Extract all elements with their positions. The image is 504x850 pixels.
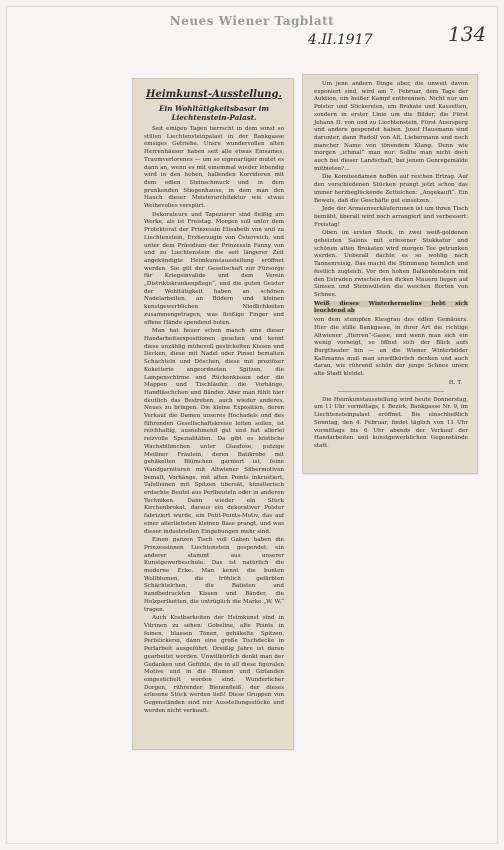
article-paragraph: Die Komiteedamen hoffen auf reichen Ertrag. Auf den verschiedenen Stücken prangt jetzt schon das immer herzbeglückende Zettelchen: „Angekauft“. Ein Beweis, daß die Geschäfte gut einsetzen. <box>314 174 468 204</box>
article-paragraph: Einen ganzen Tisch voll Gaben haben die Prinzessinnen Liechtenstein gespendet, ein anderer stammt aus unserer Kunstgewerbeschule. Das ist natürlich die moderne Ecke. Man kennt die bunten Wollblumen, die fröhlich gefärbten Schächtelchen, die Batisten und handbedruckten Kissen und Bänder, die Holzperlketten, die untrüglich die Marke „W. W.“ tragen. <box>144 537 284 613</box>
highlighted-line <box>314 301 468 316</box>
article-paragraph: Um jene andern Dinge aber, die unweit davon exponiert sind, wird am 7. Februar, dem Tage der Auktion, ein heißer Kampf entbrennen. Nicht nur um Polster und Stickereien, um Brokate und Kassetten, sondern in erster Linie um die Bilder, die Fürst Johann II. von und zu Liechtenstein, Fürst Auersperg und andere gespendet haben. Josef Hausmann sind darunter, dann Rudolf von Alt, Liebermann und noch mancher Name von tönendem Klang. Denn wie morgen „ichmal“ man nur: Sollte man nicht doch auch bei dieser Landschaft, bei jenem Genregemälde mitbieten?… <box>314 81 468 172</box>
article-paragraph: Jede der Armeenverkäuferinnen ist um ihren Tisch bemüht, überall wird noch arrangiert und verbessert: Freistag! <box>314 206 468 228</box>
article-paragraph: Dekorateure und Tapezierer sind fleißig am Werke, als ist Freistag. Morgen soll unter dem Protektorat der Prinzessin Elisabeth von und zu Liechtenstein, Erzherzogin von Österreich, und unter dem Präsidium der Prinzessin Fanny von und zu Liechtenstein die seit längerer Zeit angekündigte Heimkunstausstellung eröffnet werden. Sie gilt der Gesellschaft zur Fürsorge für Kriegsinvalide und dem Verein „Distriktskrankenpflege“, und die guten Geister der Wohltätigkeit haben an schönen Nadelarbeiten, an Bildern und kleinen kunstgewerblichen Niedlichkeiten zusammengetragen, was fleißige Finger und offene Hände spendend boten. <box>144 211 284 326</box>
highlight-phrase: Weiß dieses Winterhermelins hebt sich leuchtend ab <box>314 300 468 315</box>
article-subhead: Ein Wohltätigkeitsbasar im Liechtenstein-Palast. <box>159 104 269 122</box>
article-paragraph: Oben im ersten Stock, in zwei weiß-goldenen geheizten Salons mit erlesener Stukkatur und schönen alten Brokaten wird morgen Tee getrunken werden. Ueberall dachte es so wohlig nach Tannenreisig. Das macht die Stimmung heimlich und festlich zugleich. Vor den hohen Balkonfenstern mit den Estraden zwischen den dicken Mauern liegen auf Simsen und Steinwülsten die weichen Borten von Schnee. <box>314 230 468 298</box>
exhibition-notice: Die Heimkunstausstellung wird heute Donnerstag, um 11 Uhr vormittags, I. Bezirk, Bankgasse Nr. 9, im Liechtensteinpalast eröffnet. Bis einschließlich Sonntag, den 4. Februar, findet täglich von 11 Uhr vormittags bis 6 Uhr abends der Verkauf der Handarbeiten und kunstgewerblichen Gegenstände statt. <box>314 396 468 449</box>
newspaper-masthead: Neues Wiener Tagblatt <box>169 14 335 28</box>
clipping-right-column <box>302 74 478 474</box>
handwritten-date: 4.II.1917 <box>308 32 373 48</box>
article-headline: Heimkunst-Ausstellung. <box>146 89 282 100</box>
author-signature: H. T. <box>448 379 462 386</box>
article-paragraph: von dem stumpfen Kiesgrau des edlen Gemäuers. Hier die stille Bankgasse, in ihrer Art die richtige Altwiener „Herren“-Gasse, und wenn man sich ein wenig vorneigt, so öffnet sich der Blick aufs Burgtheater hin — an die Wiener Winterbilder Kaltmanns muß man unwillkürlich denken und auch daran, wie rührend schön der junge Schnee unsre alte Stadt kleidet. <box>314 317 468 378</box>
handwritten-page-number: 134 <box>448 22 487 46</box>
article-paragraph: Man hat heuer schon manch eine dieser Handarbeitsexpositionen gesehen und kennt diese unzählig mühevoll gestickelten Kissen und Decken, diese mit Nadel oder Pinsel bemalten Schachteln und Döschen, diese mit preziöser Koketterie angeordneten Spitzen, die Lampenschirme und Rückenkissen oder die Mappen und Tischläufer, die Vorhänge, Handtäschchen und Bänder. Aber man fühlt hier deutlich das Bestreben, auch wieder anderes, Neues zu bringen. Die kleine Exposition, deren Verkauf die Damen unseres Hochadels und des führenden Gesellschaftskreise leiten sollen, ist reichhaltig, ausnehmend gut und hat allerlei reizvolle Spezialitäten. Da gibt es köstliche Wachsblümchen unter Glasdose, putzige Meißner Fräulein, deren Batikrobe mit gehäkelten Blümchen garniert ist, feine Wandgarnituren mit Altwiener Silbermotiven bemalt, Vorhänge, mit alten Points inkrustiert, Tafelleinen mit Spitzen übersät, künstlerisch erdachte Beutel aus Perlbeuteln oder in anderen Techniken. Dann wieder ein Stück Kirchenbrokat, daraus ein dekorativer Polster fabriziert wurde, ein Petit-Points-Motiv, das auf einer allerliebsten kleinen Base prangt, und was dieser industriellen Eingebungen mehr sind. <box>144 328 284 535</box>
section-divider <box>338 391 444 392</box>
article-paragraph: Seit einigen Tagen herrscht in dem sonst so stillen Liechtensteinpalast in der Bankgasse emsiges Getriebe. Unsre wundervollen alten Herrenhäuser haben seit alle etwas Einsames, Traumverlorenes — um so eigenartiger mutet es dann an, wenn es mit einemmal wieder lebendig wird in den hohen, hallenden Korridoren mit dem edlen Steinschmuck und in dem prunkenden Stiegenhause, in dem man den Hauch dieser Meisterarchitektur wie etwas Weihevolles verspürt. <box>144 126 284 210</box>
clipping-left-column <box>132 78 294 750</box>
article-paragraph: Auch Kostbarkeiten der Heimkunst sind in Vitrinen zu sehen: Gobeline, alte Points in feinen, blassen Tönen, gehäkelte Spitzen, Perlstickerei, dann eine große Tischdecke in Perlarbeit ausgeführt. Dreißig Jahre ist daran gearbeitet worden. Unwillkürlich denkt man der Gedanken und Gefühle, die in all diese figuralen Motive und in die Blumen und Girlanden eingestichelt worden sind. Wunderlicher Dorgen, rührender Bienenfleiß, der dieses erlesene Stück werden ließ! Diese Gruppen von Gegenständen sind nur Ausstellungsstücke und werden nicht verkauft. <box>144 615 284 714</box>
